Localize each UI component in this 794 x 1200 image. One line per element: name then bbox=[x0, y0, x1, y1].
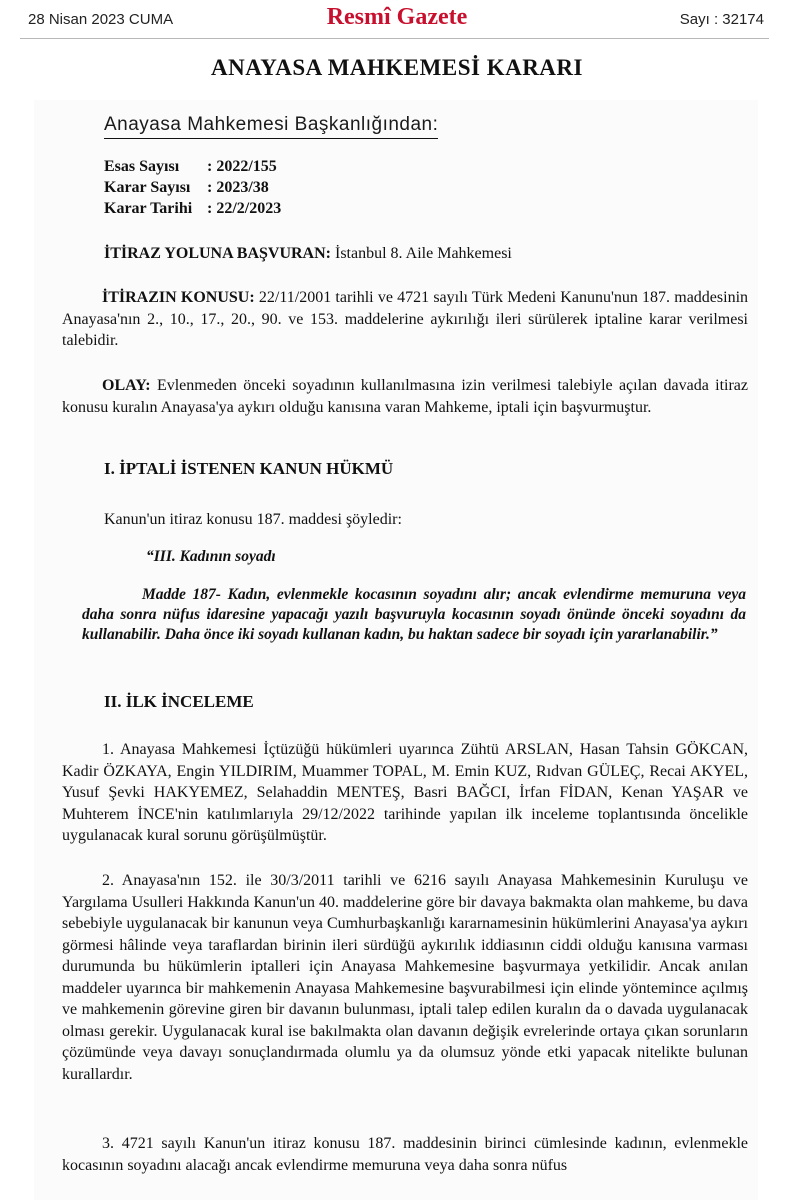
department-heading: Anayasa Mahkemesi Başkanlığından: bbox=[104, 114, 438, 139]
paragraph-1-text: 1. Anayasa Mahkemesi İçtüzüğü hükümleri uyarınca Zühtü ARSLAN, Hasan Tahsin GÖKCAN, Kadir ÖZKAYA, Engin YILDIRIM, Muammer TOPAL, M. Emin KUZ, Rıdvan GÜLEÇ, Recai AKYEL, Yusuf Şevki HAKYEMEZ, Selahaddin MENTEŞ, Basri BAĞCI, İrfan FİDAN, Kenan YAŞAR ve Muhterem İNCE'nin katılımlarıyla 29/12/2022 tarihinde yapılan ilk inceleme toplantısında öncelikle uygulanacak kural sorunu görüşülmüştür. bbox=[62, 741, 748, 844]
gazette-title: Resmî Gazete bbox=[326, 4, 468, 30]
section1-intro: Kanun'un itiraz konusu 187. maddesi şöyledir: bbox=[104, 511, 402, 528]
karar-row bbox=[104, 179, 269, 197]
esas-label: Esas Sayısı bbox=[104, 158, 180, 175]
esas-row bbox=[104, 158, 277, 176]
section2-heading: II. İLK İNCELEME bbox=[104, 692, 254, 711]
karar-label: Karar Sayısı bbox=[104, 179, 191, 196]
konusu-text: 22/11/2001 tarihli ve 4721 sayılı Türk Medeni Kanunu'nun 187. maddesinin Anayasa'nın 2., 10., 17., 20., 90. ve 153. maddelerine aykırılığı ileri sürülerek iptaline karar verilmesi talebidir. bbox=[62, 289, 749, 349]
quote-title: “III. Kadının soyadı bbox=[146, 548, 276, 565]
section1-heading: I. İPTALİ İSTENEN KANUN HÜKMÜ bbox=[104, 459, 394, 478]
gazette-header bbox=[0, 0, 794, 38]
paragraph-3-text: 3. 4721 sayılı Kanun'un itiraz konusu 187. maddesinin birinci cümlesinde kadının, evlenmekle kocasının soyadını alacağı ancak evlendirme memuruna veya daha sonra nüfus bbox=[62, 1135, 748, 1174]
karar-value: : 2023/38 bbox=[207, 179, 269, 196]
olay-text: Evlenmeden önceki soyadının kullanılmasına izin verilmesi talebiyle açılan davada itiraz konusu kuralın Anayasa'ya aykırı olduğu kanısına varan Mahkeme, iptali için başvurmuştur. bbox=[62, 377, 748, 416]
quote-body bbox=[82, 585, 746, 645]
itiraz-value: İstanbul 8. Aile Mahkemesi bbox=[331, 245, 512, 262]
paragraph-3 bbox=[62, 1133, 748, 1176]
document-title: ANAYASA MAHKEMESİ KARARI bbox=[211, 55, 583, 80]
olay-paragraph bbox=[62, 375, 748, 418]
itiraz-paragraph bbox=[104, 243, 744, 265]
issue-number: Sayı : 32174 bbox=[679, 11, 764, 28]
header-divider bbox=[20, 38, 769, 39]
konusu-label: İTİRAZIN KONUSU: bbox=[102, 289, 255, 306]
tarih-label: Karar Tarihi bbox=[104, 200, 193, 217]
paragraph-1 bbox=[62, 739, 748, 847]
quote-text: Madde 187- Kadın, evlenmekle kocasının soyadını alır; ancak evlendirme memuruna veya daha sonra nüfus idaresine yapacağı yazılı başvuruyla kocasının soyadı önünde önceki soyadını da kullanabilir. Daha önce iki soyadı kullanan kadın, bu haktan sadece bir soyadı için yararlanabilir.” bbox=[82, 586, 746, 643]
tarih-value: : 22/2/2023 bbox=[207, 200, 282, 217]
issue-date: 28 Nisan 2023 CUMA bbox=[28, 11, 174, 28]
paragraph-2-text: 2. Anayasa'nın 152. ile 30/3/2011 tarihli ve 6216 sayılı Anayasa Mahkemesinin Kuruluşu ve Yargılama Usulleri Hakkında Kanun'un 40. maddelerine göre bir davaya bakmakta olan mahkeme, bu dava sebebiyle uygulanacak bir kanunun veya Cumhurbaşkanlığı kararnamesinin hükümlerini Anayasa'ya aykırı görmesi hâlinde veya taraflardan birinin ileri sürdüğü aykırılık iddiasının ciddi olduğu kanısına varması durumunda bu hükümlerin iptalleri için Anayasa Mahkemesine başvurmaya yetkilidir. Ancak anılan maddeler uyarınca bir mahkemenin Anayasa Mahkemesine başvurabilmesi için elinde yöntemince açılmış ve mahkemenin görevine giren bir davanın bulunması, iptali talep edilen kuralın da o davada uygulanacak olması gerekir. Uygulanacak kural ise bakılmakta olan davanın değişik evrelerinde ortaya çıkan sorunların çözümünde veya davayı sonuçlandırmada olumlu ya da olumsuz yönde etki yapacak nitelikte bulunan kurallardır. bbox=[62, 872, 748, 1083]
tarih-row bbox=[104, 200, 281, 218]
esas-value: : 2022/155 bbox=[207, 158, 277, 175]
konusu-paragraph bbox=[62, 287, 748, 352]
olay-label: OLAY: bbox=[102, 377, 151, 394]
paragraph-2 bbox=[62, 870, 748, 1085]
itiraz-label: İTİRAZ YOLUNA BAŞVURAN: bbox=[104, 245, 331, 262]
